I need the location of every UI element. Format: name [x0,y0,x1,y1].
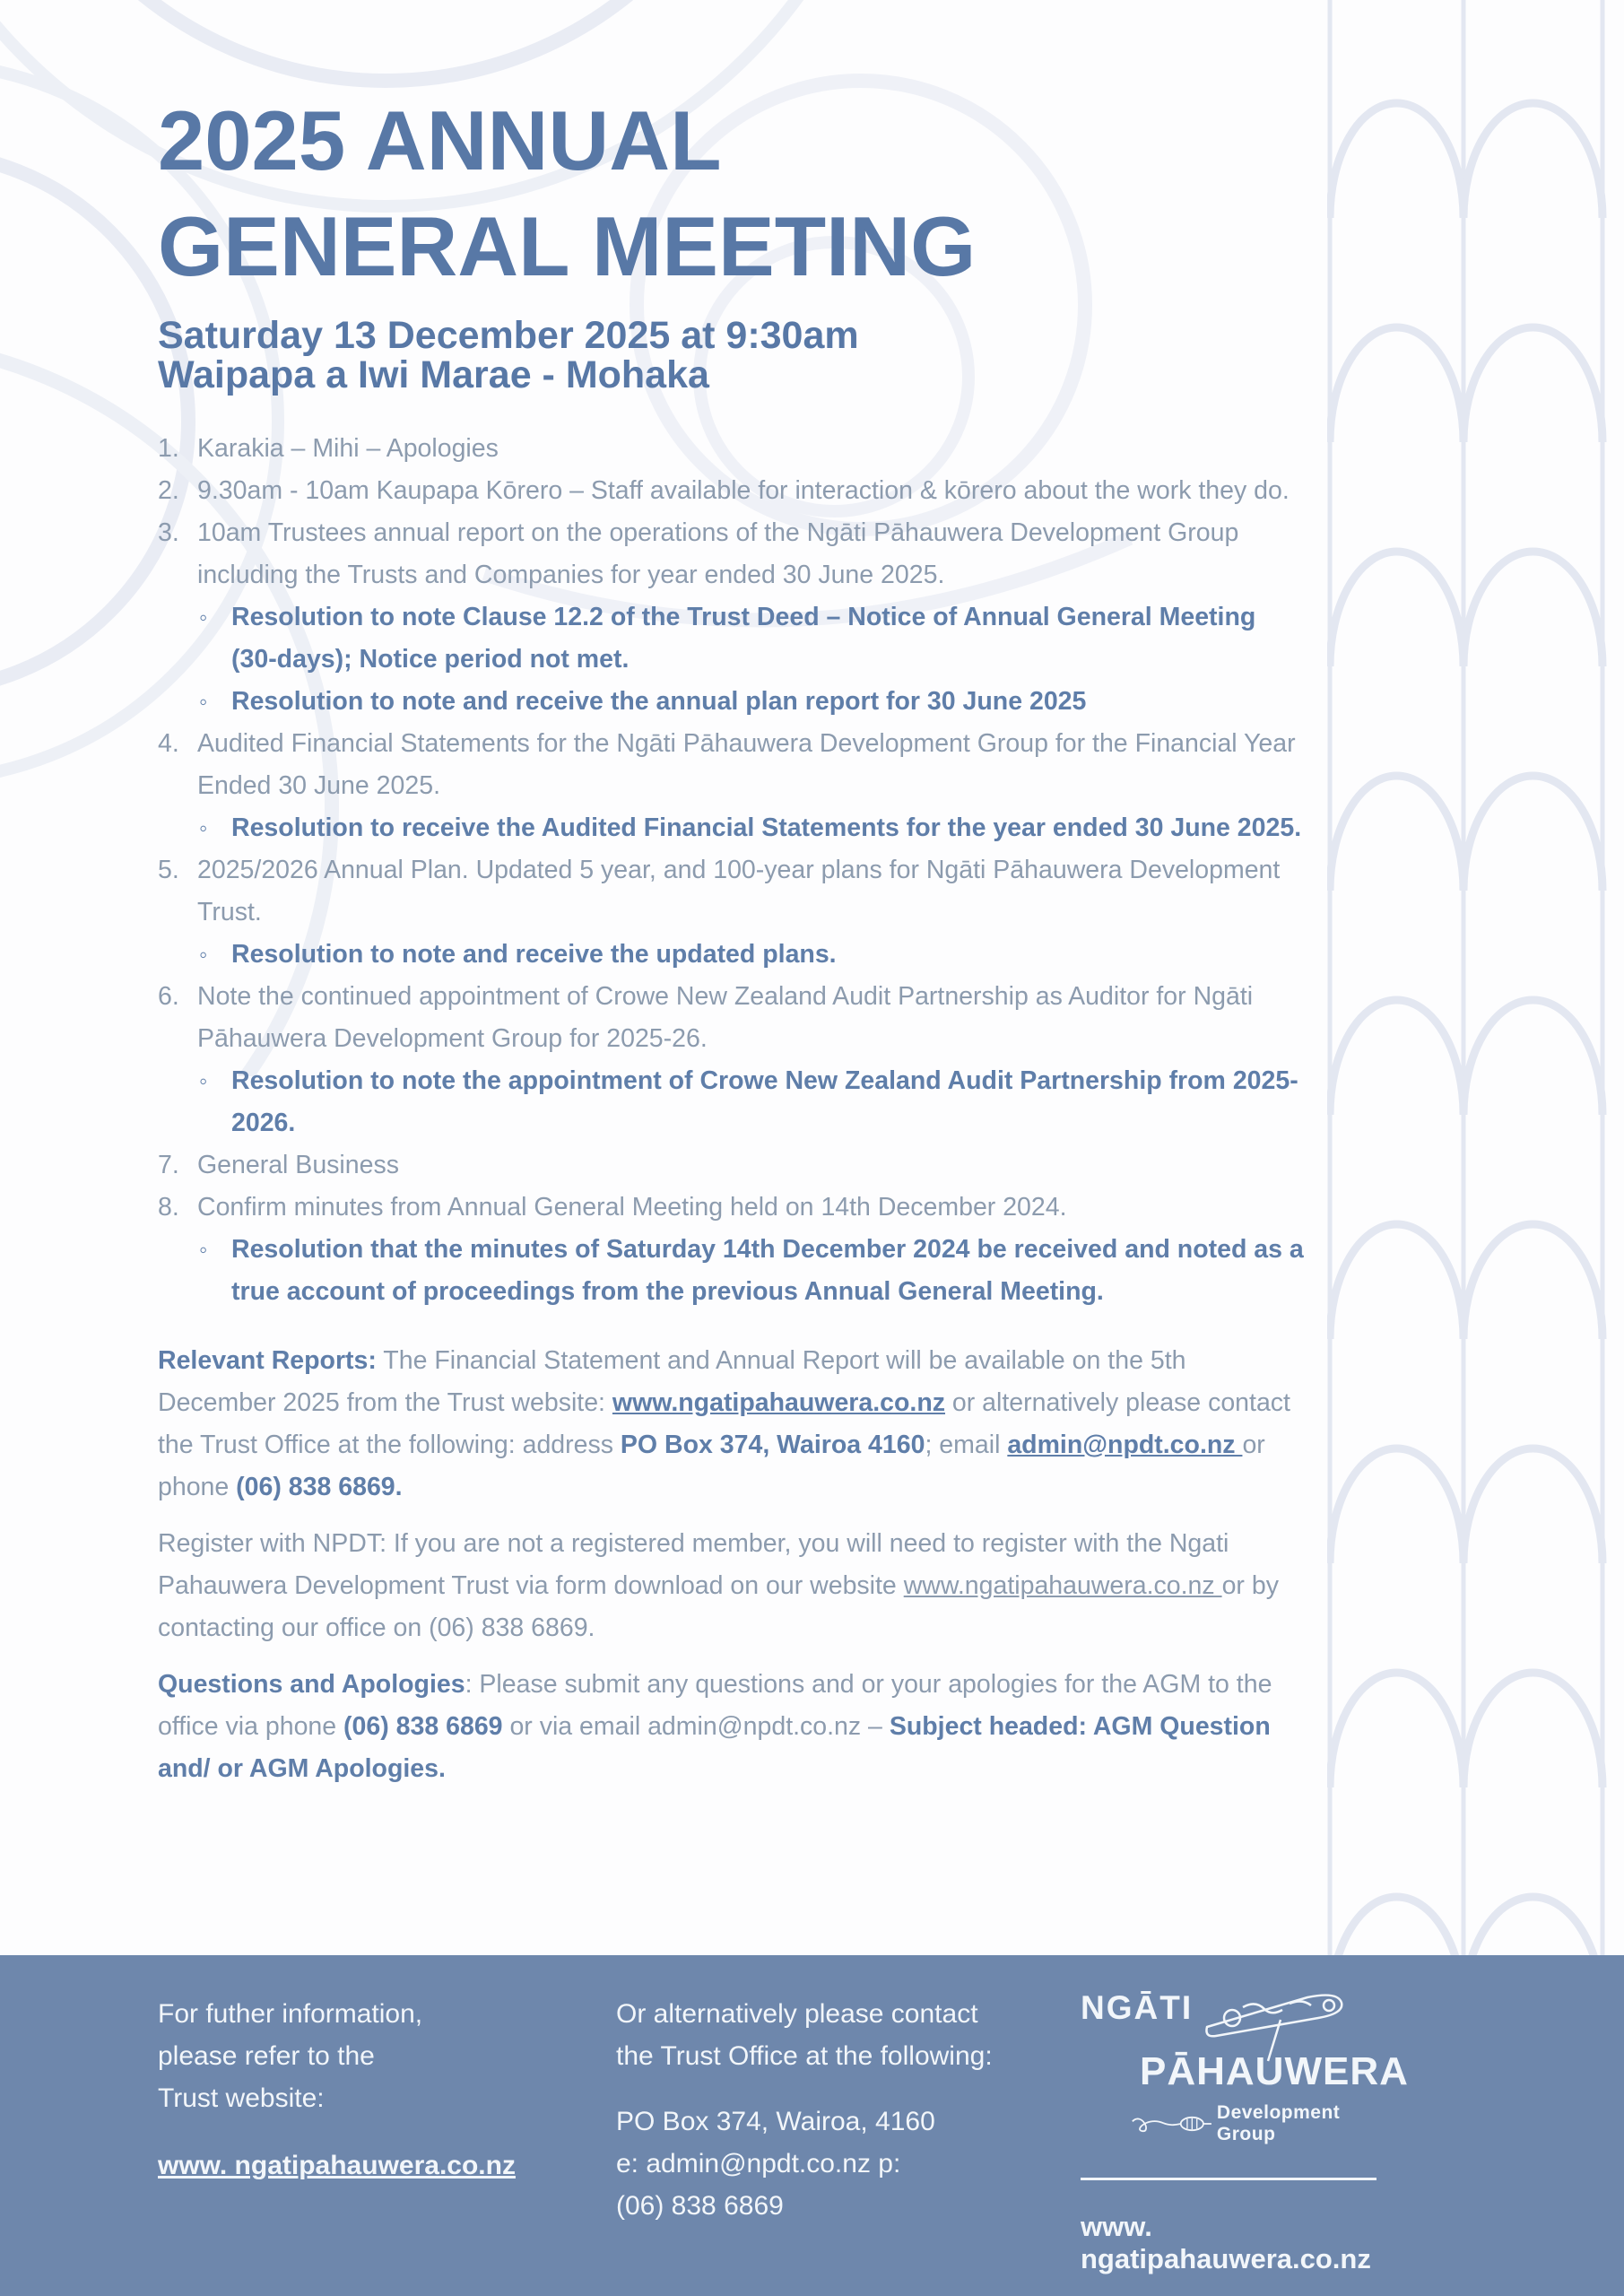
event-datetime: Saturday 13 December 2025 at 9:30am [158,313,859,357]
resolution-text: Resolution to receive the Audited Financial Statements for the year ended 30 June 2025. [231,813,1302,842]
text-segment: or phone [158,1430,1265,1501]
text-segment: Register with NPDT: If you are not a registered member, you will need to register with the Ngati Pahauwera Development Trust via form download on our website [158,1528,1229,1600]
resolution-item [158,1060,1306,1144]
text-segment: or alternatively please contact the Trust Office at the following: address [158,1387,1290,1459]
footer-info-column [158,1993,516,2187]
agenda-item-text: 9.30am - 10am Kaupapa Kōrero – Staff available for interaction & kōrero about the work they do. [197,475,1290,505]
footer-line: (06) 838 6869 [616,2191,784,2221]
agenda-item [158,428,1306,470]
event-datetime-location [158,313,1306,396]
agenda-item-number: 2. [158,475,179,505]
text-segment: (06) 838 6869. [236,1472,403,1501]
circle-bullet-icon: ◦ [199,940,208,968]
footer-line: Or alternatively please contact [616,1999,978,2029]
text-segment: (06) 838 6869 [343,1711,503,1741]
logo-wordmark-line1: NGĀTI [1081,1989,1194,2026]
footer [0,1955,1624,2296]
resolution-text: Resolution that the minutes of Saturday 14th December 2024 be received and noted as a true account of proceedings from the previous Annual General Meeting. [231,1234,1304,1306]
agenda-item-text: 10am Trustees annual report on the operations of the Ngāti Pāhauwera Development Group including the Trusts and Companies for year ended 30 June 2025. [197,517,1239,589]
flyer-content [158,88,1306,1805]
logo-wordmark-line2: PĀHAUWERA [1140,2049,1409,2093]
agenda-item-number: 6. [158,981,179,1011]
circle-bullet-icon: ◦ [199,603,208,631]
text-segment: ; email [925,1430,1008,1459]
agenda-item [158,1187,1306,1229]
footer-address-text [616,2100,993,2227]
register-paragraph [158,1523,1306,1649]
agenda-list [158,428,1306,1313]
footer-contact-column [616,1993,993,2227]
agenda-item-text: Karakia – Mihi – Apologies [197,433,499,463]
agenda-item-number: 1. [158,433,179,463]
resolution-text: Resolution to note the appointment of Crowe New Zealand Audit Partnership from 2025-2026. [231,1065,1298,1137]
agenda-item-number: 3. [158,517,179,547]
agenda-item-text: Confirm minutes from Annual General Meeting held on 14th December 2024. [197,1192,1067,1222]
text-segment: or via email admin@npdt.co.nz – [502,1711,890,1741]
text-segment: PO Box 374, Wairoa 4160 [620,1430,925,1459]
agenda-item [158,849,1306,934]
logo-tagline: Development Group [1216,2102,1341,2144]
resolution-item [158,934,1306,976]
resolution-item [158,1229,1306,1313]
resolution-item [158,807,1306,849]
questions-apologies-paragraph [158,1664,1306,1790]
cord-and-bead-icon [1131,2110,1211,2137]
circle-bullet-icon: ◦ [199,813,208,841]
agenda-item-number: 5. [158,855,179,884]
footer-line: e: admin@npdt.co.nz p: [616,2149,901,2179]
link[interactable]: www.ngatipahauwera.co.nz [612,1387,945,1417]
text-segment: : Please submit any questions and or your apologies for the AGM to the office via phone [158,1669,1272,1741]
footer-website-link[interactable]: www. ngatipahauwera.co.nz [158,2151,516,2180]
text-segment: or by contacting our office on (06) 838 6869. [158,1570,1279,1642]
resolution-text: Resolution to note Clause 12.2 of the Trust Deed – Notice of Annual General Meeting (30-days); Notice period not met. [231,602,1256,674]
info-paragraphs [158,1340,1306,1790]
resolution-item [158,596,1306,681]
agenda-item-number: 8. [158,1192,179,1222]
agenda-item [158,512,1306,596]
resolution-text: Resolution to note and receive the annual plan report for 30 June 2025 [231,686,1087,716]
agenda-item-text: Audited Financial Statements for the Ngāti Pāhauwera Development Group for the Financial Year Ended 30 June 2025. [197,728,1296,800]
footer-line: Trust website: [158,2083,325,2113]
footer-info-text [158,1993,516,2119]
ngati-pahauwera-logo [1081,1989,1409,2275]
title-line-1: 2025 ANNUAL [158,93,722,187]
circle-bullet-icon: ◦ [199,1235,208,1263]
footer-line: the Trust Office at the following: [616,2041,993,2071]
circle-bullet-icon: ◦ [199,1066,208,1094]
resolution-item [158,681,1306,723]
title-line-2: GENERAL MEETING [158,199,977,294]
text-segment: Subject headed: AGM Question and/ or AGM Apologies. [158,1711,1271,1783]
agenda-item [158,976,1306,1060]
footer-line: For futher information, [158,1999,423,2029]
link[interactable]: admin@npdt.co.nz [1007,1430,1243,1459]
text-segment: Relevant Reports: [158,1345,377,1375]
agenda-item-text: Note the continued appointment of Crowe New Zealand Audit Partnership as Auditor for Ngāti Pāhauwera Development Group for 2025-26. [197,981,1254,1053]
agenda-item-number: 7. [158,1150,179,1179]
circle-bullet-icon: ◦ [199,687,208,715]
agenda-item-text: General Business [197,1150,399,1179]
link[interactable]: www.ngatipahauwera.co.nz [903,1570,1222,1600]
event-location: Waipapa a Iwi Marae - Mohaka [158,352,709,396]
text-segment: The Financial Statement and Annual Report will be available on the 5th December 2025 from the Trust website: [158,1345,1186,1417]
agenda-item [158,470,1306,512]
footer-line: please refer to the [158,2041,375,2071]
resolution-text: Resolution to note and receive the updated plans. [231,939,837,969]
relevant-reports-paragraph [158,1340,1306,1509]
carved-paddle-icon [1202,1991,1350,2043]
footer-line: PO Box 374, Wairoa, 4160 [616,2107,935,2136]
agenda-item [158,1144,1306,1187]
logo-divider [1081,2178,1376,2180]
scallop-pattern [1327,0,1624,1955]
text-segment: Questions and Apologies [158,1669,465,1699]
footer-contact-text [616,1993,993,2077]
page-title [158,88,1306,300]
agenda-item-text: 2025/2026 Annual Plan. Updated 5 year, and 100-year plans for Ngāti Pāhauwera Development Trust. [197,855,1281,926]
agenda-item [158,723,1306,807]
agenda-item-number: 4. [158,728,179,758]
logo-website[interactable]: www. ngatipahauwera.co.nz [1081,2211,1371,2274]
